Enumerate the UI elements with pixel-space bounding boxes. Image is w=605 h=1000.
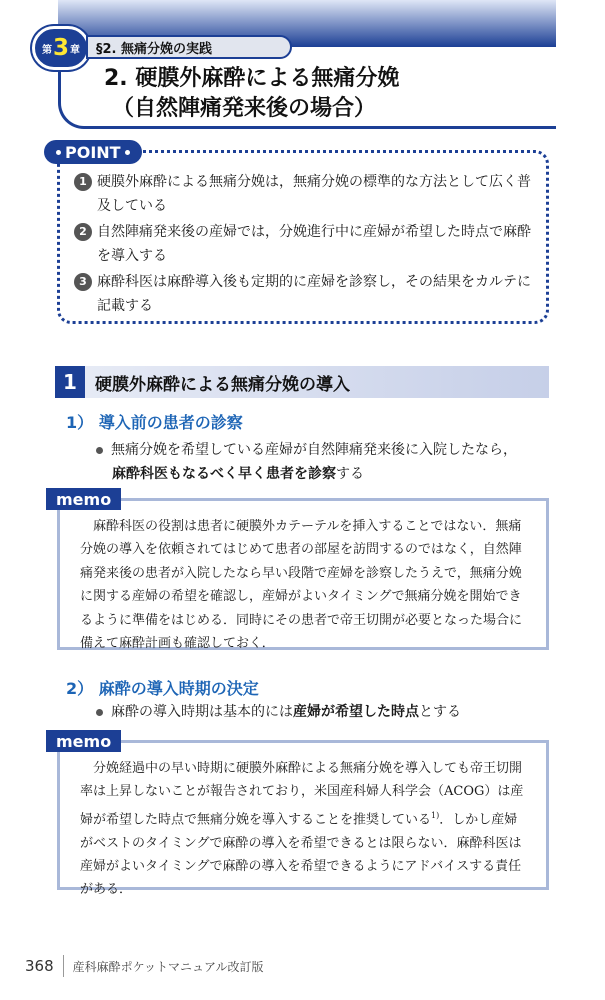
- number-badge-icon: 1: [74, 173, 92, 191]
- section-heading: [55, 366, 549, 398]
- chapter-prefix: 第: [41, 44, 52, 56]
- page-number: 368: [25, 957, 54, 975]
- bullet-item-1: 無痛分娩を希望している産婦が自然陣痛発来後に入院したなら， 麻酔科医もなるべく早く患者を診察する: [96, 438, 556, 486]
- emphasis-text: 麻酔科医もなるべく早く患者を診察: [112, 466, 336, 482]
- number-badge-icon: 3: [74, 273, 92, 291]
- memo-label-1: memo: [46, 488, 121, 510]
- bullet-icon: [96, 447, 103, 454]
- point-item-text: 自然陣痛発来後の産婦では，分娩進行中に産婦が希望した時点で麻酔を導入する: [97, 224, 531, 264]
- section-title: 硬膜外麻酔による無痛分娩の導入: [95, 374, 350, 395]
- memo-label-2: memo: [46, 730, 121, 752]
- reference-marker: 1): [431, 810, 440, 820]
- page-title: [104, 64, 534, 124]
- subheading-2: 2） 麻酔の導入時期の決定: [66, 679, 259, 698]
- point-label: POINT: [44, 140, 142, 164]
- book-title: 産科麻酔ポケットマニュアル改訂版: [72, 959, 264, 974]
- point-item-text: 硬膜外麻酔による無痛分娩は，無痛分娩の標準的な方法として広く普及している: [97, 174, 531, 214]
- memo-text-2: 分娩経過中の早い時期に硬膜外麻酔による無痛分娩を導入しても帝王切開率は上昇しないことが報告されており，米国産科婦人科学会（ACOG）は産婦が希望した時点で無痛分娩を導入することを推奨している$^{1)}$．しかし産婦がベストのタイミングで麻酔の導入を希望できるとは限らない．麻酔科医は産婦がよいタイミングで麻酔の導入を希望できるようにアドバイスする責任がある．: [80, 761, 524, 898]
- footer-divider: [63, 955, 64, 977]
- point-item-text: 麻酔科医は麻酔導入後も定期的に産婦を診察し，その結果をカルテに記載する: [97, 274, 531, 314]
- chapter-suffix: 章: [70, 44, 80, 56]
- page-footer: [25, 955, 264, 977]
- page-title-line2: （自然陣痛発来後の場合）: [112, 96, 377, 121]
- point-list: [74, 170, 544, 320]
- section-label: §2. 無痛分娩の実践: [86, 35, 292, 59]
- section-number: 1: [55, 366, 85, 398]
- point-dot-icon: [56, 150, 61, 155]
- number-badge-icon: 2: [74, 223, 92, 241]
- point-item: [74, 220, 544, 268]
- point-item: [74, 270, 544, 318]
- point-dot-icon: [125, 150, 130, 155]
- page-title-line1: 2. 硬膜外麻酔による無痛分娩: [104, 66, 400, 91]
- chapter-number: 3: [52, 34, 69, 61]
- bullet-item-2: 麻酔の導入時期は基本的には産婦が希望した時点とする: [96, 700, 556, 724]
- point-item: [74, 170, 544, 218]
- memo-text-1: 麻酔科医の役割は患者に硬膜外カテーテルを挿入することではない．無痛分娩の導入を依頼されてはじめて患者の部屋を訪問するのではなく，自然陣痛発来後の患者が入院したなら早い段階で産婦を診察したうえで，無痛分娩に関する産婦の希望を確認し，産婦がよいタイミングで無痛分娩を開始できるように準備をはじめる．同時にその患者で帝王切開が必要となった場合に備えて麻酔計画も確認しておく．: [80, 519, 523, 652]
- emphasis-text: 産婦が希望した時点: [293, 704, 419, 720]
- subheading-1: 1） 導入前の患者の診察: [66, 413, 243, 432]
- chapter-badge: [32, 26, 90, 70]
- bullet-icon: [96, 709, 103, 716]
